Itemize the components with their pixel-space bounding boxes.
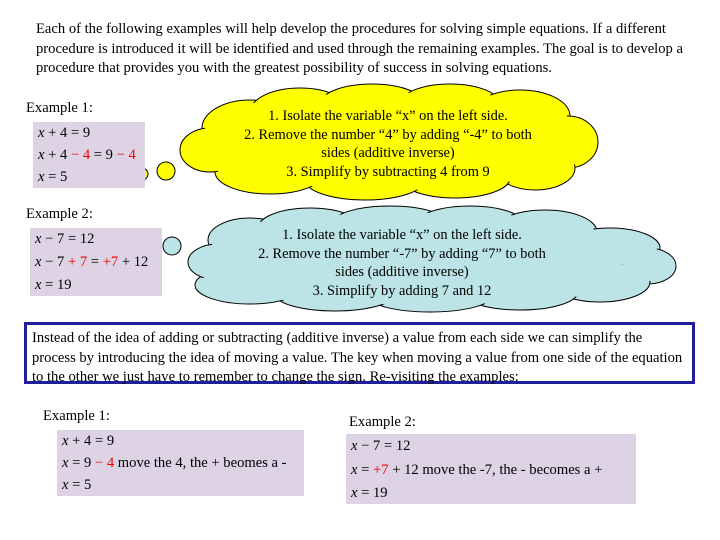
moving-value-box: Instead of the idea of adding or subtracting (additive inverse) a value from each side we can simplify the process by introducing the idea of moving a value. The key when moving a value from one side of the equation to the other we just have to remember to change the sign. Re-visiting the examples: bbox=[24, 322, 695, 384]
math-line: x + 4 = 9 bbox=[38, 125, 91, 141]
cloud2-line: 2. Remove the number “-7” by adding “7” to both bbox=[258, 245, 546, 262]
math-line: x − 7 + 7 = +7 + 12 bbox=[35, 254, 149, 270]
example3-math bbox=[57, 430, 304, 496]
example4-math bbox=[346, 434, 636, 504]
math-line: x = +7 + 12 move the -7, the - becomes a + bbox=[351, 462, 603, 478]
math-line: x + 4 − 4 = 9 − 4 bbox=[38, 147, 136, 163]
cloud2-text bbox=[210, 226, 594, 300]
intro-paragraph: Each of the following examples will help develop the procedures for solving simple equations. If a different procedure is introduced it will be identified and used through the remaining examples. The goal is to develop a procedure that provides you with the greatest possibility of success in solving equations. bbox=[36, 21, 683, 76]
example2-math bbox=[30, 228, 162, 296]
math-line: x − 7 = 12 bbox=[35, 231, 95, 247]
math-line: x = 9 − 4 move the 4, the + beomes a - bbox=[62, 455, 287, 471]
cloud1-line: sides (additive inverse) bbox=[321, 145, 455, 161]
example4-label: Example 2: bbox=[349, 414, 416, 430]
math-line: x = 19 bbox=[35, 277, 72, 293]
example2-label: Example 2: bbox=[26, 206, 93, 222]
example3-label: Example 1: bbox=[43, 408, 110, 424]
example1-label: Example 1: bbox=[26, 100, 93, 116]
math-line: x + 4 = 9 bbox=[62, 433, 115, 449]
math-line: x = 5 bbox=[38, 169, 68, 185]
cloud2-line: sides (additive inverse) bbox=[335, 264, 469, 280]
cloud2-line: 1. Isolate the variable “x” on the left side. bbox=[282, 227, 522, 243]
cloud1-line: 1. Isolate the variable “x” on the left side. bbox=[268, 108, 508, 124]
cloud1-line: 3. Simplify by subtracting 4 from 9 bbox=[286, 163, 490, 180]
math-line: x − 7 = 12 bbox=[351, 438, 411, 454]
cloud2-line: 3. Simplify by adding 7 and 12 bbox=[312, 282, 492, 299]
cloud1-line: 2. Remove the number “4” by adding “-4” to both bbox=[244, 126, 532, 143]
cloud1-text bbox=[198, 107, 578, 181]
math-line: x = 19 bbox=[351, 485, 388, 501]
math-line: x = 5 bbox=[62, 477, 92, 493]
example1-math bbox=[33, 122, 145, 188]
